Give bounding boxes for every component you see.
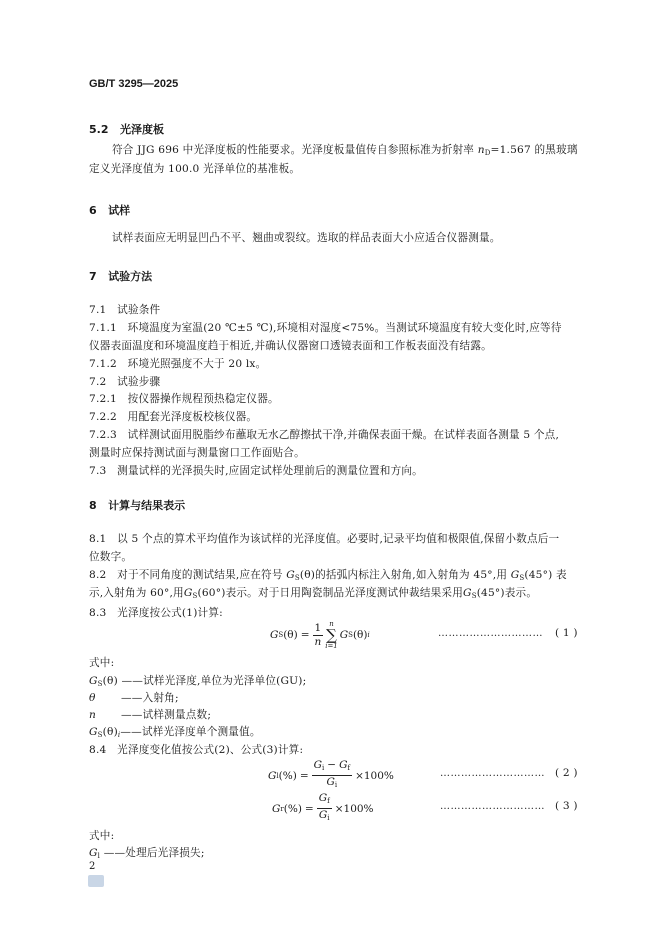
- clause-7-1-1: [89, 319, 562, 338]
- section-6-heading: [89, 202, 130, 218]
- variable-definition: $G_S(\theta)_i——$试样光泽度单个测量值。: [89, 726, 261, 739]
- where-label: 式中:: [89, 830, 115, 842]
- section-number: 7: [89, 270, 97, 283]
- clause-7-3: [89, 462, 423, 481]
- clause-text: 环境光照强度不大于 20 lx。: [127, 358, 267, 370]
- clause-number: 8.4: [89, 744, 107, 756]
- standard-number: GB/T 3295—2025: [89, 78, 179, 90]
- section-title: 光泽度板: [120, 123, 164, 136]
- clause-7-2-3: [89, 426, 559, 445]
- paragraph-line: 位数字。: [89, 551, 133, 563]
- section-number: 5.2: [89, 123, 109, 136]
- clause-text: 的括弧内标注入射角,如入射角为 45°,用: [315, 569, 508, 581]
- section-title: 计算与结果表示: [108, 499, 186, 512]
- equation-number: ( 1 ): [555, 627, 578, 639]
- clause-text: 以 5 个点的算术平均值作为该试样的光泽度值。必要时,记录平均值和极限值,保留小数点后一: [117, 533, 560, 545]
- equation-leader: …………………………: [440, 768, 545, 779]
- variable-definition: $G_S(\theta)$ ——试样光泽度,单位为光泽单位(GU);: [89, 675, 307, 688]
- clause-7-2-1: [89, 390, 279, 409]
- clause-text: 按仪器操作规程预热稳定仪器。: [127, 393, 279, 405]
- paragraph-line: 仪器表面温度和环境温度趋于相近,并确认仪器窗口透镜表面和工作板表面没有结露。: [89, 340, 492, 352]
- symbol: n: [477, 144, 485, 156]
- equation-3: G r (%) = $\frac{G_f}{G_i}$ ×100%: [272, 792, 374, 825]
- clause-number: 8.1: [89, 533, 107, 545]
- fraction: $\frac{G_f}{G_i}$: [318, 792, 330, 822]
- clause-8-1: [89, 530, 559, 549]
- section-7-heading: [89, 268, 152, 284]
- clause-text: 光泽度变化值按公式(2)、公式(3)计算:: [117, 744, 304, 756]
- symbol: G: [270, 629, 279, 641]
- clause-number: 7.1.2: [89, 358, 117, 370]
- clause-text: 试样测试面用脱脂纱布蘸取无水乙醇擦拭干净,并确保表面干燥。在试样表面各测量 5 个点,: [127, 429, 560, 441]
- clause-number: 7.1.1: [89, 322, 117, 334]
- clause-number: 7.3: [89, 465, 107, 477]
- section-title: 试样: [108, 204, 131, 217]
- text: =1.567 的黑玻璃: [490, 144, 578, 156]
- clause-8-4: [89, 741, 303, 760]
- equation-leader: …………………………: [440, 801, 545, 812]
- symbol: (θ): [283, 629, 298, 641]
- clause-text: 用配套光泽度板校核仪器。: [127, 411, 258, 423]
- fraction: $\frac{G_i - G_f}{G_i}$: [313, 759, 351, 789]
- symbol: (45°): [524, 569, 553, 581]
- fraction: $\frac{1}{n}$: [314, 621, 322, 648]
- clause-number: 7.2.3: [89, 429, 117, 441]
- section-number: 6: [89, 204, 97, 217]
- text: 示,入射角为 60°,用: [89, 587, 184, 599]
- variable-definition: n ——试样测量点数;: [89, 709, 212, 721]
- clause-7-1-2: [89, 355, 266, 374]
- clause-number: 7.2: [89, 376, 107, 388]
- clause-text: 试验步骤: [117, 376, 161, 388]
- subscript: S: [278, 631, 284, 639]
- text: 符合 JJG 696 中光泽度板的性能要求。光泽度板量值传自参照标准为折射率: [112, 144, 475, 156]
- equation-number: ( 2 ): [555, 767, 578, 779]
- where-label: 式中:: [89, 657, 115, 669]
- clause-text: 光泽度按公式(1)计算:: [117, 607, 223, 619]
- symbol: (60°): [197, 587, 226, 599]
- section-8-heading: [89, 497, 185, 513]
- text: 表示。对于日用陶瓷制品光泽度测试仲裁结果采用: [225, 587, 464, 599]
- subscript: D: [484, 149, 491, 157]
- clause-number: 8.2: [89, 569, 107, 581]
- clause-7-2-2: [89, 408, 257, 427]
- sum-symbol: n ∑ i=1: [325, 620, 338, 650]
- equation-2: G l (%) = $\frac{G_i - G_f}{G_i}$ ×100%: [268, 759, 394, 792]
- clause-number: 7.2.1: [89, 393, 117, 405]
- clause-number: 7.2.2: [89, 411, 117, 423]
- clause-8-3: [89, 604, 223, 623]
- clause-number: 7.1: [89, 304, 107, 316]
- clause-text: 对于不同角度的测试结果,应在符号: [117, 569, 283, 581]
- equation-leader: …………………………: [438, 628, 543, 639]
- clause-text: 表: [556, 569, 567, 581]
- section-title: 试验方法: [108, 270, 153, 283]
- equation-number: ( 3 ): [555, 800, 578, 812]
- clause-text: 环境温度为室温(20 ℃±5 ℃),环境相对湿度<75%。当测试环境温度有较大变化时,应等待: [127, 322, 562, 334]
- symbol: (45°): [476, 587, 505, 599]
- symbol: G: [339, 629, 349, 641]
- clause-7-1: [89, 301, 160, 320]
- clause-number: 8.3: [89, 607, 107, 619]
- clause-8-2: 8.2 对于不同角度的测试结果,应在符号 $G_S(\theta)$的括弧内标注入射角,如入射角为 45°,用 $G_S(45^\circ)$ 表: [89, 569, 567, 582]
- page-number: 2: [89, 861, 96, 872]
- symbol: (θ): [299, 569, 316, 581]
- paragraph-line: 定义光泽度值为 100.0 光泽单位的基准板。: [89, 163, 301, 175]
- section-number: 8: [89, 499, 97, 512]
- clause-text: 试验条件: [117, 304, 161, 316]
- section-5-2-heading: [89, 121, 164, 137]
- variable-definition: θ ——入射角;: [89, 692, 179, 704]
- paragraph-line: 示,入射角为 60°,用$G_S(60^\circ)$表示。对于日用陶瓷制品光泽度测试仲裁结果采用$G_S(45^\circ)$表示。: [89, 587, 538, 600]
- equation-1: G S (θ) = $\frac{1}{n}$ n ∑ i=1 G S (θ) i: [270, 620, 370, 650]
- paragraph-line: 测量时应保持测试面与测量窗口工作面贴合。: [89, 447, 305, 459]
- text: 表示。: [504, 587, 538, 599]
- variable-definition: $G_l$ ——处理后光泽损失;: [89, 847, 205, 860]
- clause-text: 测量试样的光泽损失时,应固定试样处理前后的测量位置和方向。: [117, 465, 423, 477]
- paragraph-line: 试样表面应无明显凹凸不平、翘曲或裂纹。选取的样品表面大小应适合仪器测量。: [112, 232, 501, 244]
- publisher-logo: [88, 875, 104, 887]
